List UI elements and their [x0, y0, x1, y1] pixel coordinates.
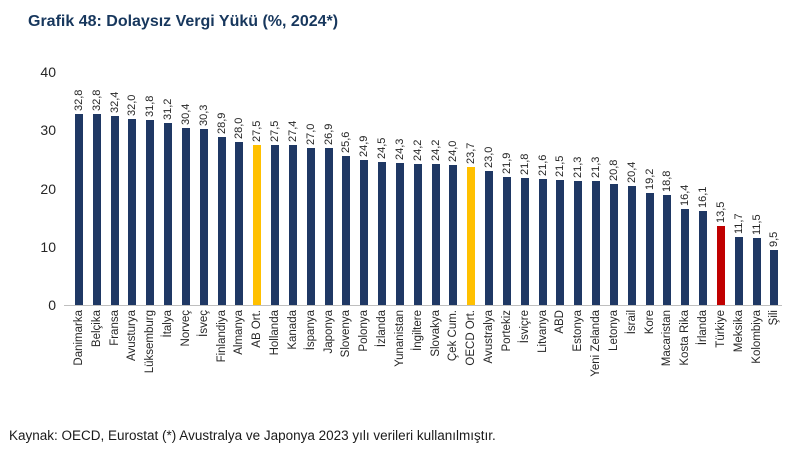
bar-value-label: 20,4: [625, 161, 638, 184]
bar: [75, 114, 83, 305]
bar-category-label: İngiltere: [411, 310, 424, 351]
bar-category-label: Avusturya: [126, 310, 139, 361]
bar-value-label: 20,8: [607, 159, 620, 181]
bar-category-label: Kore: [643, 310, 656, 335]
bar: [378, 162, 386, 305]
bar-category-label: Lüksemburg: [144, 310, 157, 374]
bar: [93, 114, 101, 305]
bar-value-label: 11,5: [750, 214, 763, 235]
bar: [449, 165, 457, 305]
bar-category-label: Portekiz: [500, 310, 513, 352]
bar-value-label: 21,5: [554, 155, 567, 177]
bar: [325, 148, 333, 305]
bar-category-label: Danimarka: [73, 310, 85, 366]
bar-value-label: 28,0: [233, 117, 246, 139]
bar: [360, 160, 368, 305]
bar: [735, 237, 743, 305]
bar-value-label: 32,0: [126, 94, 139, 116]
bar-value-label: 24,5: [376, 137, 389, 160]
bar-value-label: 32,4: [108, 91, 121, 114]
bar: [111, 116, 119, 305]
bar-category-label: Japonya: [322, 310, 335, 354]
bar-category-label: Almanya: [233, 310, 246, 355]
bar: [717, 226, 725, 305]
bar: [521, 178, 529, 305]
bar-value-label: 32,8: [90, 89, 103, 111]
bar-value-label: 25,6: [340, 131, 353, 153]
bar-value-label: 21,9: [500, 153, 513, 175]
bar-category-label: Kosta Rika: [679, 310, 692, 366]
bar: [610, 184, 618, 305]
bar: [770, 250, 778, 305]
bar-value-label: 30,4: [179, 103, 192, 125]
y-axis-label: 20: [40, 180, 56, 197]
bar-value-label: 24,2: [411, 139, 424, 162]
bar: [146, 120, 154, 305]
bar-value-label: 18,8: [661, 171, 674, 193]
bar-value-label: 9,5: [768, 231, 781, 247]
bar-category-label: İtalya: [162, 310, 175, 338]
bar-category-label: Estonya: [572, 310, 585, 352]
y-axis-label: 40: [40, 64, 56, 80]
bar-category-label: Kanada: [286, 310, 299, 350]
y-axis-label: 30: [40, 122, 56, 139]
bar: [342, 156, 350, 305]
bar: [307, 148, 315, 305]
bar-value-label: 21,6: [536, 154, 549, 177]
y-axis-label: 10: [40, 238, 56, 255]
bar-category-label: Kolombiya: [750, 310, 763, 364]
bar: [753, 238, 761, 305]
bar-value-label: 23,7: [465, 142, 478, 164]
bar-category-label: ABD: [554, 310, 567, 334]
bar-value-label: 21,8: [518, 153, 531, 175]
bar-category-label: Meksika: [732, 310, 745, 353]
bar-value-label: 27,5: [269, 120, 282, 142]
bar: [539, 179, 547, 305]
bar-category-label: Belçika: [90, 310, 103, 348]
bar-value-label: 11,7: [732, 213, 745, 234]
bar-value-label: 24,9: [358, 135, 371, 157]
bar: [432, 164, 440, 305]
bar-category-label: Letonya: [607, 310, 620, 351]
bar-category-label: Polonya: [358, 310, 371, 352]
bar-category-label: Slovenya: [340, 310, 353, 358]
bar: [681, 209, 689, 305]
bar-category-label: İsveç: [197, 310, 210, 337]
bar-category-label: Macaristan: [661, 310, 674, 367]
bar-value-label: 31,2: [162, 98, 175, 121]
bar: [271, 145, 279, 305]
bar-category-label: Norveç: [179, 310, 192, 347]
bar-category-label: Yunanistan: [393, 310, 406, 367]
bar-category-label: İsviçre: [518, 310, 531, 344]
bar: [628, 186, 636, 305]
bar-value-label: 16,1: [697, 186, 710, 209]
bar-value-label: 27,0: [304, 123, 317, 145]
x-axis-line: [64, 305, 782, 306]
bar: [289, 145, 297, 305]
bar-category-label: Finlandiya: [215, 310, 228, 363]
bar: [503, 177, 511, 305]
bar-category-label: Slovakya: [429, 310, 442, 357]
bar-value-label: 24,3: [393, 139, 406, 161]
bar: [218, 137, 226, 305]
bar-value-label: 16,4: [679, 185, 692, 207]
bar-category-label: Yeni Zelanda: [590, 310, 603, 377]
bar: [592, 181, 600, 305]
bar-value-label: 32,8: [73, 89, 85, 111]
bar-value-label: 27,5: [251, 120, 264, 142]
bar-category-label: İzlanda: [376, 310, 389, 348]
bar-value-label: 27,4: [286, 120, 299, 143]
bar: [253, 145, 261, 305]
bar-value-label: 24,2: [429, 139, 442, 162]
bar-category-label: Hollanda: [269, 310, 282, 356]
bar-category-label: Avustralya: [483, 310, 496, 364]
chart-title: Grafik 48: Dolaysız Vergi Yükü (%, 2024*): [28, 13, 339, 30]
bar: [164, 123, 172, 305]
bar-category-label: İsrail: [625, 310, 638, 335]
bar-category-label: AB Ort.: [251, 310, 264, 348]
bar: [556, 180, 564, 305]
bar: [414, 164, 422, 305]
bar-category-label: OECD Ort.: [465, 310, 478, 366]
y-axis-label: 0: [48, 297, 56, 313]
bar: [646, 193, 654, 305]
bar: [663, 195, 671, 305]
bar-category-label: Fransa: [108, 310, 121, 346]
bar: [235, 142, 243, 305]
bar-category-label: Şili: [768, 310, 781, 326]
bar-value-label: 30,3: [197, 104, 210, 126]
bar: [182, 128, 190, 305]
bar-value-label: 31,8: [144, 95, 157, 117]
source-note: Kaynak: OECD, Eurostat (*) Avustralya ve Japonya 2023 yılı verileri kullanılmıştır.: [9, 428, 496, 443]
bar-category-label: İrlanda: [697, 310, 710, 346]
bar-category-label: Çek Cum.: [447, 310, 460, 362]
bar-category-label: İspanya: [304, 310, 317, 351]
bar-value-label: 21,3: [572, 156, 585, 178]
bar: [128, 119, 136, 305]
bar-value-label: 13,5: [714, 201, 727, 224]
bar: [200, 129, 208, 305]
bar-category-label: Litvanya: [536, 310, 549, 353]
bar-value-label: 28,9: [215, 112, 228, 134]
bar-value-label: 23,0: [483, 146, 496, 169]
bar: [396, 163, 404, 305]
bar: [574, 181, 582, 305]
bar-category-label: Türkiye: [714, 310, 727, 348]
bar: [699, 211, 707, 305]
bar: [467, 167, 475, 305]
bar-value-label: 24,0: [447, 140, 460, 163]
bar: [485, 171, 493, 305]
bar-value-label: 19,2: [643, 168, 656, 191]
bar-value-label: 26,9: [322, 123, 335, 146]
bar-value-label: 21,3: [590, 156, 603, 178]
